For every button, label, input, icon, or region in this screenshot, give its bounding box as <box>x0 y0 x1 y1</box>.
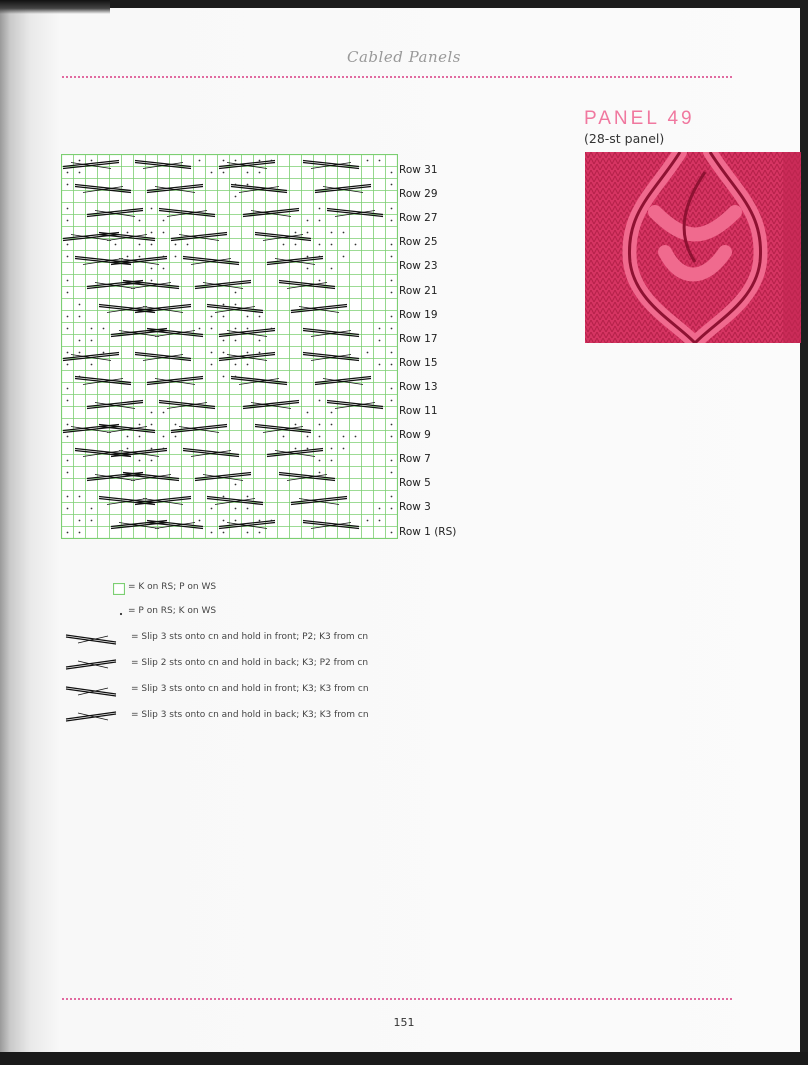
row-label: Row 29 <box>399 188 438 201</box>
page-number: 151 <box>393 1016 415 1029</box>
legend-text: = Slip 3 sts onto cn and hold in front; P2; K3 from cn <box>131 632 369 642</box>
cable-3-3-back-icon <box>58 708 128 727</box>
row-label: Row 23 <box>399 260 438 273</box>
legend-text: = Slip 3 sts onto cn and hold in back; K3; K3 from cn <box>131 710 369 720</box>
row-label: Row 21 <box>399 284 438 297</box>
purl-dot-icon <box>118 604 124 623</box>
cable-3-2-front-icon <box>58 630 128 649</box>
row-label: Row 3 <box>399 501 431 514</box>
scan-shadow <box>0 0 110 14</box>
legend-text: = K on RS; P on WS <box>128 582 217 592</box>
row-label: Row 9 <box>399 429 431 442</box>
row-label: Row 17 <box>399 332 438 345</box>
row-label: Row 11 <box>399 405 438 417</box>
row-label: Row 1 (RS) <box>399 525 457 538</box>
legend-text: = Slip 2 sts onto cn and hold in back; K3; P2 from cn <box>131 658 369 668</box>
scan-edge-right <box>800 0 808 1065</box>
legend-text: = P on RS; K on WS <box>128 606 217 616</box>
knitted-swatch-photo <box>585 152 801 343</box>
cable-3-3-front-icon <box>58 682 128 701</box>
knit-square-icon <box>113 580 125 599</box>
scan-edge-bottom <box>0 1052 808 1065</box>
running-header: Cabled Panels <box>347 48 461 66</box>
legend-text: = Slip 3 sts onto cn and hold in front; K3; K3 from cn <box>131 684 369 694</box>
panel-subtitle: (28-st panel) <box>584 131 665 146</box>
header-dotted-rule <box>62 76 732 78</box>
row-label: Row 15 <box>399 356 438 369</box>
row-label: Row 7 <box>399 453 431 466</box>
scan-edge-top <box>0 0 808 8</box>
cable-chart <box>61 154 398 539</box>
row-label: Row 31 <box>399 164 438 176</box>
row-label: Row 25 <box>399 236 438 249</box>
panel-title: PANEL 49 <box>584 108 695 129</box>
cable-2-3-back-icon <box>58 656 128 675</box>
row-label: Row 19 <box>399 308 438 321</box>
footer-dotted-rule <box>62 998 732 1000</box>
row-label: Row 27 <box>399 212 438 225</box>
row-label: Row 13 <box>399 380 438 393</box>
row-label: Row 5 <box>399 477 431 490</box>
